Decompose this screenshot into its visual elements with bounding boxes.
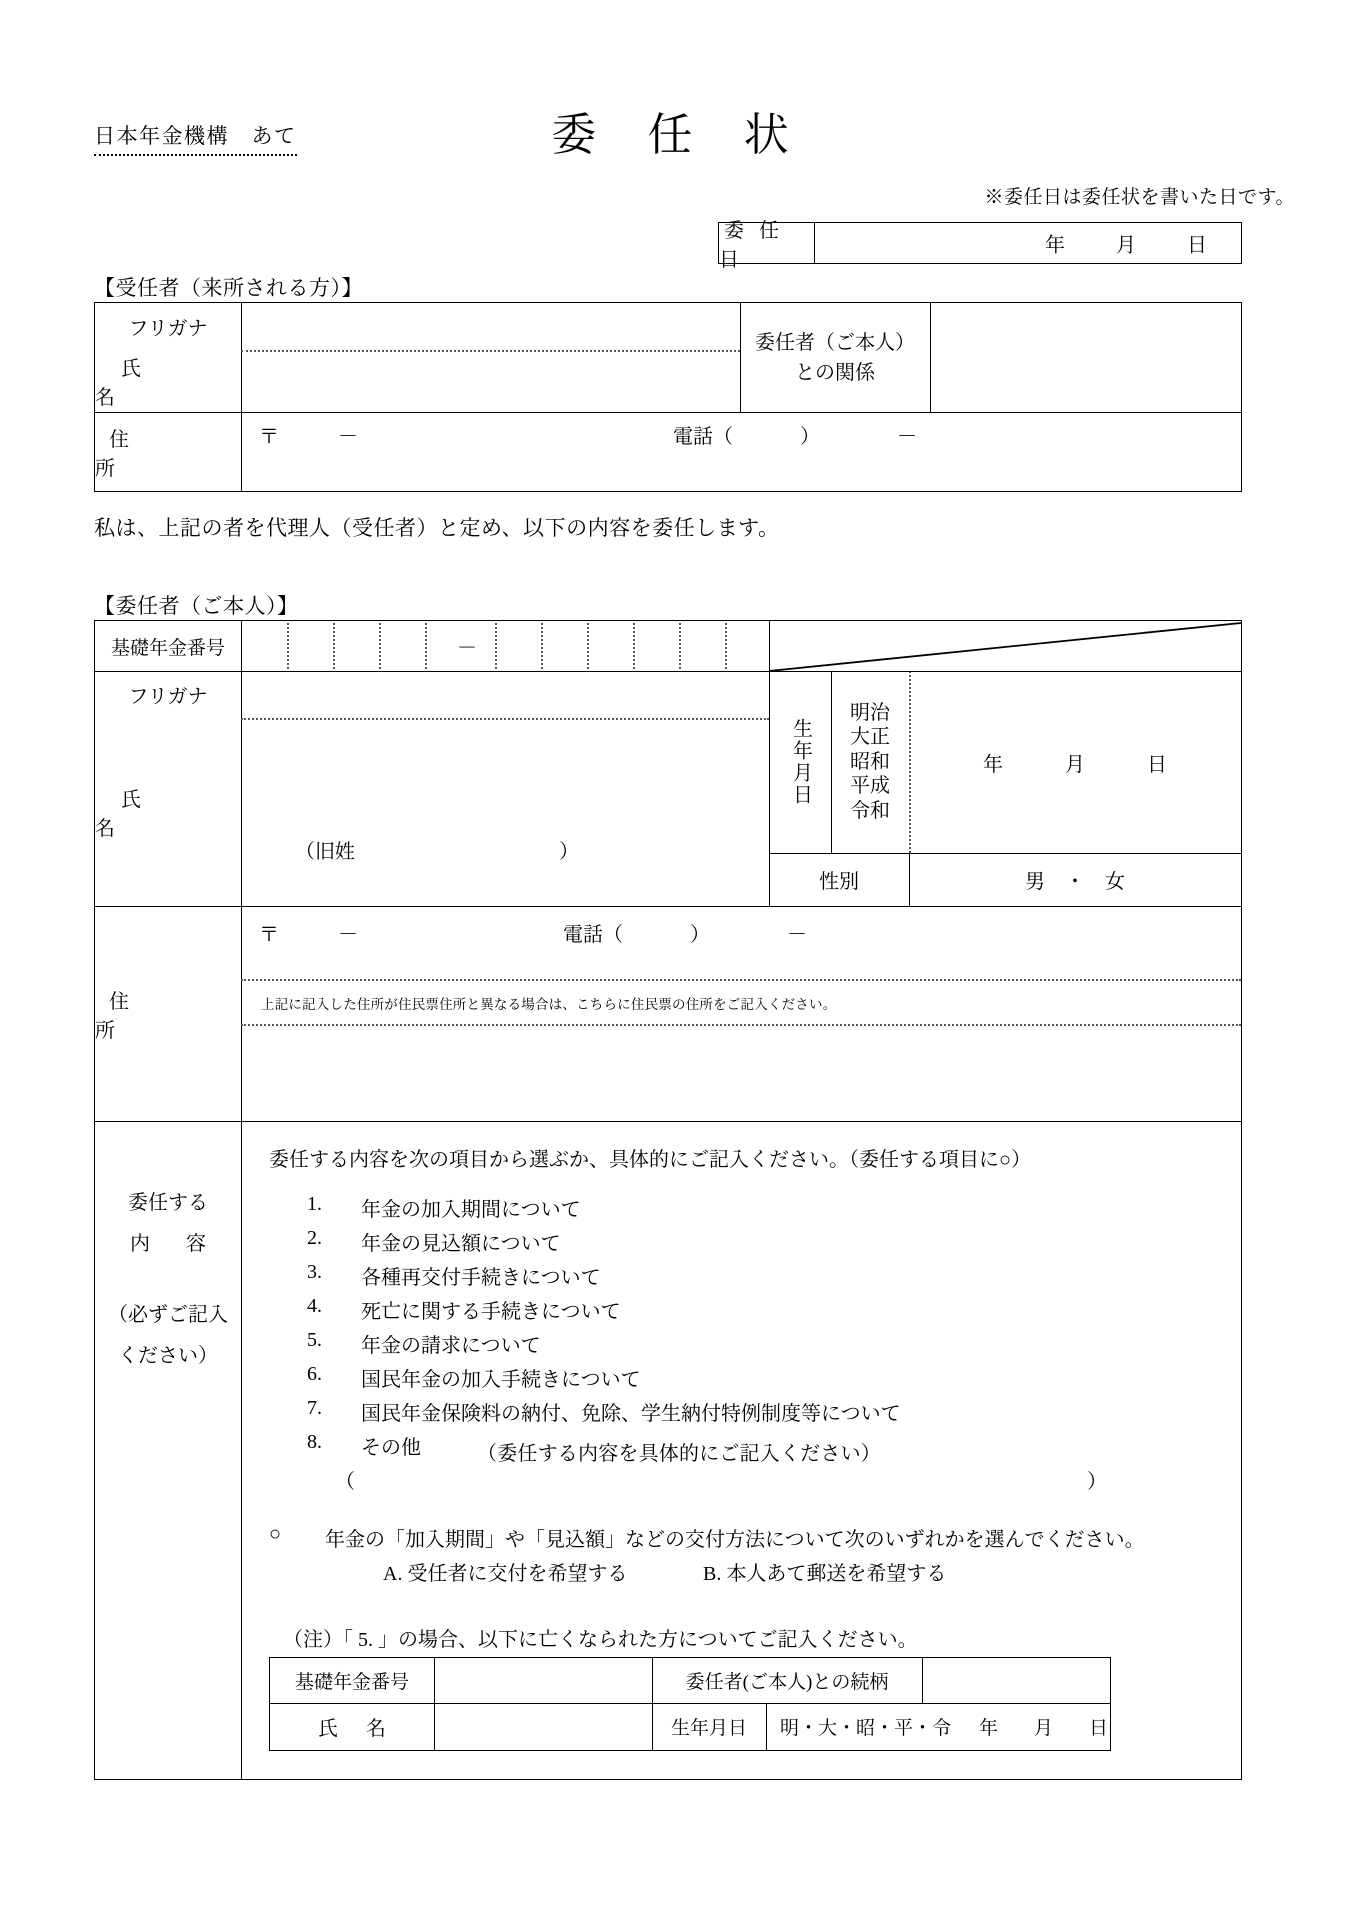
deceased-birth-label: 生年月日 [670,1718,747,1739]
principal-gender-options[interactable]: 男 ・ 女 [1025,871,1125,893]
agent-divider-v1 [241,303,242,491]
agent-name-label: 氏 名 [95,358,213,409]
pension-cell-sep-9 [679,623,681,669]
item-5-text[interactable]: 年金の請求について [361,1335,541,1357]
commission-date-note: ※委任日は委任状を書いた日です。 [984,187,1295,208]
principal-divider-v-right [769,621,770,906]
commission-date-ymd [1045,229,1207,258]
principal-divider-h-contents [95,1121,1241,1122]
deceased-relation-input[interactable] [922,1658,1110,1703]
principal-divider-v-main [241,621,242,1779]
item-8-text[interactable]: その他 [361,1437,421,1459]
month-label: 月 [1116,234,1136,257]
delivery-bullet: ○ [269,1523,282,1545]
principal-divider-h-address [95,906,1241,907]
pension-no-dash: － [457,637,477,660]
deceased-divider-v1 [434,1658,435,1750]
page-title: 委 任 状 [551,110,809,160]
principal-address-postal-line [259,918,807,947]
agent-table [94,302,1242,492]
postal-dash: － [338,426,358,448]
principal-birth-label: 生年月日 [789,718,812,806]
era-meiji[interactable]: 明治 [850,702,890,725]
pension-cell-sep-6 [541,623,543,669]
contents-body [241,1121,1241,1779]
principal-divider-v-era-left [831,671,832,853]
delegation-statement: 私は、上記の者を代理人（受任者）と定め、以下の内容を委任します。 [94,516,780,540]
item-8-note: （委任する内容を具体的にご記入ください） [477,1443,881,1465]
deceased-day-label: 日 [1089,1718,1109,1739]
principal-pension-no-grid[interactable] [241,621,769,671]
delivery-option-b[interactable]: B. 本人あて郵送を希望する [703,1563,947,1585]
principal-birth-date-input[interactable] [909,671,1241,853]
principal-section-heading: 【委任者（ご本人）】 [94,594,299,618]
deceased-pension-no-label: 基礎年金番号 [294,1672,409,1693]
commission-date-input[interactable] [815,223,1241,263]
item-4-num: 4. [307,1295,322,1317]
pension-cell-sep-5 [495,623,497,669]
former-name-close: ） [559,841,579,863]
item-5-num: 5. [307,1329,322,1351]
item-7-text[interactable]: 国民年金保険料の納付、免除、学生納付特例制度等について [361,1403,901,1425]
item-6-num: 6. [307,1363,322,1385]
agent-divider-h1 [95,412,1241,413]
principal-postal-dash: － [338,924,358,946]
item-1-text[interactable]: 年金の加入期間について [361,1199,581,1221]
item-8-blank-close[interactable]: ） [1087,1471,1107,1493]
agent-furigana-input[interactable] [241,303,740,350]
former-name-open: （旧姓 [295,841,355,863]
era-showa[interactable]: 昭和 [850,750,890,773]
diagonal-strikethrough [769,621,1241,671]
contents-label-line2: 内 容 [130,1233,214,1255]
principal-name-label: 氏 名 [95,789,213,840]
item-7-num: 7. [307,1397,322,1419]
agent-phone-label: 電話（ [673,426,733,448]
agent-furigana-underline [241,350,740,352]
day-label: 日 [1187,234,1207,257]
principal-pension-no-label: 基礎年金番号 [110,637,225,659]
item-6-text[interactable]: 国民年金の加入手続きについて [361,1369,641,1391]
principal-phone-label: 電話（ [563,924,623,946]
deceased-divider-v3 [922,1658,923,1703]
agent-phone-close: ） [800,426,820,448]
postal-mark-icon: 〒 [259,426,279,448]
birth-month-label: 月 [1065,753,1085,776]
agent-relation-input[interactable] [930,303,1241,412]
principal-table [94,620,1242,1780]
principal-address-note: 上記に記入した住所が住民票住所と異なる場合は、こちらに住民票の住所をご記入ください。 [261,997,837,1012]
addressee-line: 日本年金機構 あて [94,120,297,156]
commission-date-box [718,220,1242,271]
contents-label [95,1121,241,1779]
deceased-eras-inline[interactable]: 明・大・昭・平・令 [780,1718,952,1739]
principal-address-label: 住 所 [95,990,211,1042]
principal-divider-v-gender [909,853,910,906]
principal-furigana-input[interactable] [241,671,769,718]
deceased-note: （注）「 5. 」の場合、以下に亡くなられた方についてご記入ください。 [283,1629,918,1651]
deceased-divider-v4 [766,1703,767,1750]
era-heisei[interactable]: 平成 [850,775,890,798]
contents-label-line3: （必ずご記入 [108,1304,228,1326]
agent-name-input[interactable] [241,350,740,412]
year-label: 年 [1045,234,1065,257]
contents-intro: 委任する内容を次の項目から選ぶか、具体的にご記入ください。（委任する項目に○） [269,1149,1032,1171]
deceased-month-label: 月 [1034,1718,1054,1739]
deceased-name-input[interactable] [434,1703,652,1750]
principal-address-sep-2 [241,1024,1241,1026]
agent-divider-v2 [740,303,741,412]
agent-furigana-label: フリガナ [128,318,208,340]
deceased-pension-no-input[interactable] [434,1658,652,1703]
agent-section-heading: 【受任者（来所される方）】 [94,276,363,300]
deceased-divider-h1 [270,1703,1110,1704]
deceased-divider-v2 [652,1658,653,1750]
delivery-option-a[interactable]: A. 受任者に交付を希望する [383,1563,628,1585]
agent-phone-dash: － [897,426,917,448]
deceased-name-label: 氏 名 [318,1718,390,1740]
agent-relation-label-line1: 委任者（ご本人） [755,331,915,354]
agent-address-label: 住 所 [95,428,211,480]
principal-furigana-underline [241,718,769,720]
birth-day-label: 日 [1147,753,1167,776]
item-2-text[interactable]: 年金の見込額について [361,1233,561,1255]
pension-cell-sep-10 [725,623,727,669]
postal-mark-icon: 〒 [259,924,279,946]
principal-divider-v-era-right [909,671,911,853]
item-4-text[interactable]: 死亡に関する手続きについて [361,1301,621,1323]
item-2-num: 2. [307,1227,322,1249]
pension-cell-sep-2 [333,623,335,669]
principal-address-block[interactable] [241,906,1241,1121]
principal-former-name[interactable] [295,835,579,864]
agent-address-postal-line [259,420,917,449]
principal-gender-label: 性別 [819,871,859,893]
pension-cell-sep-3 [379,623,381,669]
item-8-num: 8. [307,1431,322,1453]
item-8-blank-open[interactable]: （ [335,1471,355,1493]
pension-cell-sep-1 [287,623,289,669]
pension-cell-sep-7 [587,623,589,669]
delivery-intro: 年金の「加入期間」や「見込額」などの交付方法について次のいずれかを選んでください。 [325,1529,1145,1551]
item-3-num: 3. [307,1261,322,1283]
principal-divider-h-gender [769,853,1241,854]
item-1-num: 1. [307,1193,322,1215]
deceased-year-label: 年 [979,1718,999,1739]
agent-divider-v3 [930,303,931,412]
principal-name-input[interactable] [241,718,769,906]
principal-era-options[interactable] [831,671,909,853]
agent-address-input[interactable] [241,412,1241,491]
agent-relation-label-line2: との関係 [795,361,875,384]
agent-relation-label [740,303,930,412]
principal-phone-dash: － [787,924,807,946]
item-3-text[interactable]: 各種再交付手続きについて [361,1267,601,1289]
principal-divider-h-1 [95,671,1241,672]
contents-label-line1: 委任する [128,1192,208,1214]
deceased-table [269,1657,1111,1751]
deceased-birth-input[interactable] [766,1703,1110,1750]
birth-year-label: 年 [983,753,1003,776]
principal-furigana-label: フリガナ [128,686,208,708]
pension-cell-sep-8 [633,623,635,669]
principal-phone-close: ） [690,924,710,946]
principal-address-sep-1 [241,979,1241,981]
deceased-relation-label: 委任者(ご本人)との続柄 [685,1672,889,1693]
commission-date-label: 委 任 日 [719,223,815,263]
era-reiwa[interactable]: 令和 [850,799,890,822]
pension-cell-sep-4 [425,623,427,669]
contents-label-line4: ください） [118,1345,218,1367]
era-taisho[interactable]: 大正 [850,726,890,749]
